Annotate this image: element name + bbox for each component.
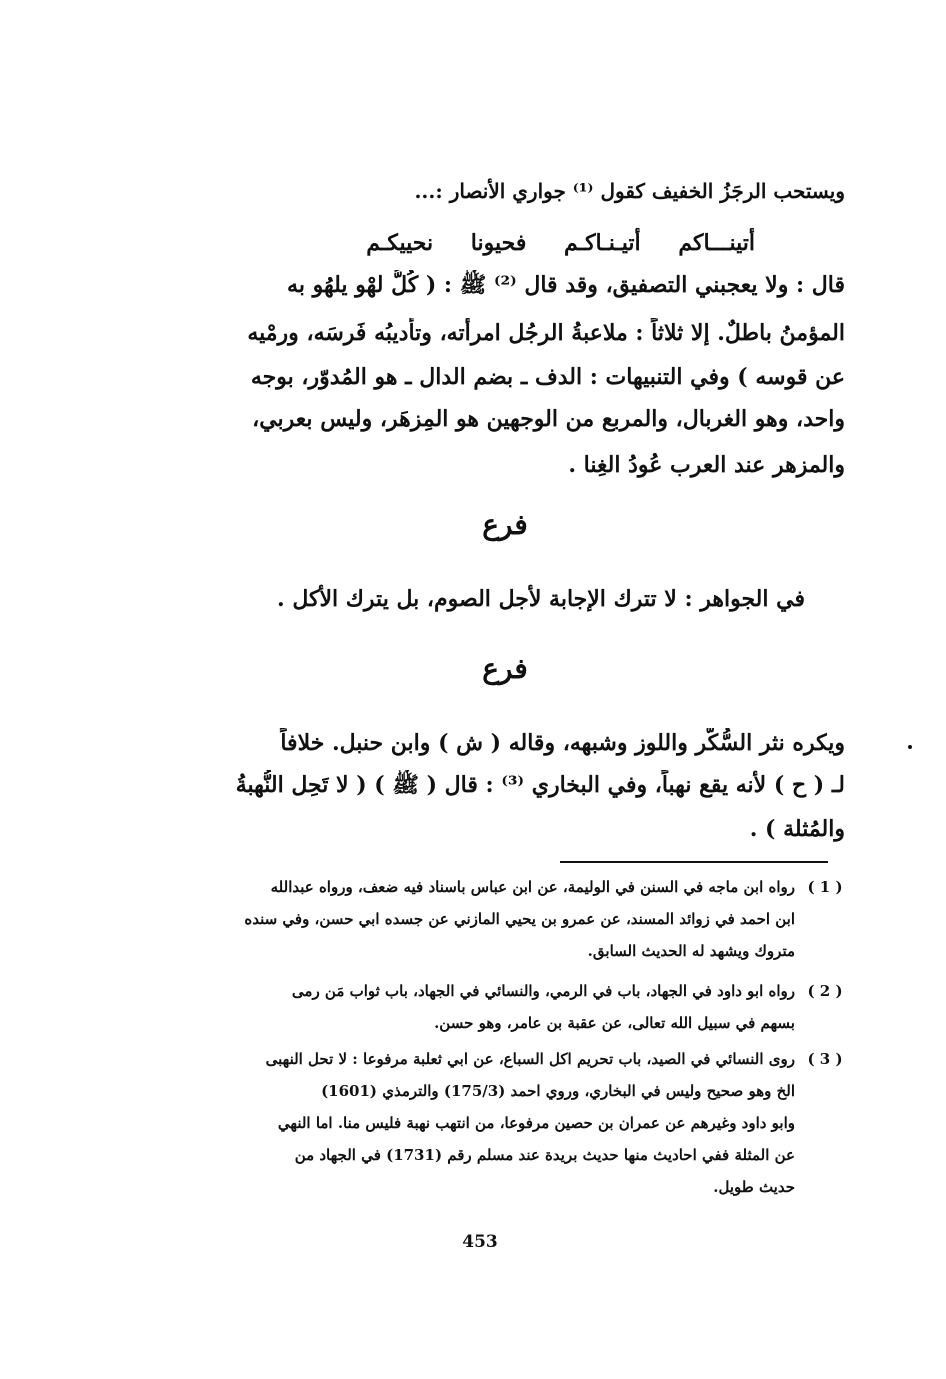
paragraph-line: والمُثلة ) . <box>749 816 845 842</box>
footnote-line: رواه ابو داود في الجهاد، باب في الرمي، والنسائي في الجهاد، باب ثواب مَن رمى <box>291 982 795 1000</box>
margin-dot <box>908 745 912 749</box>
paragraph-line: لـ ( ح ) لأنه يقع نهباً، وفي البخاري ⁽³⁾ : قال ( ﷺ ) ( لا تَحِل النُّهبةُ <box>235 772 845 798</box>
footnote-separator <box>560 861 828 863</box>
footnote-line: بسهم في سبيل الله تعالى، عن عقبة بن عامر، وهو حسن. <box>434 1014 795 1032</box>
page-number: 453 <box>462 1232 498 1252</box>
paragraph-line: والمزهر عند العرب عُودُ الغِنا . <box>568 452 845 478</box>
section-heading: فرع <box>482 508 528 541</box>
paragraph-line: المؤمنُ باطلٌ. إلا ثلاثاً : ملاعبةُ الرجُل امرأته، وتأديبُه فَرسَه، ورمْيه <box>247 320 845 346</box>
footnote-line: متروك ويشهد له الحديث السابق. <box>587 942 795 960</box>
footnote-line: رواه ابن ماجه في السنن في الوليمة، عن ابن عباس باسناد فيه ضعف، ورواه عبدالله <box>270 878 795 896</box>
paragraph-line: واحد، وهو الغربال، والمربع من الوجهين هو المِزهَر، وليس بعربي، <box>252 406 845 432</box>
section-heading: فرع <box>482 652 528 685</box>
poetry-verse: أتينـــاكم أتيـنـاكـم فحيونا نحييكـم <box>366 230 755 256</box>
footnote-line: روى النسائي في الصيد، باب تحريم اكل السباع، عن ابي ثعلبة مرفوعا : لا تحل النهبى <box>265 1050 795 1068</box>
footnote-number: ( 3 ) <box>807 1050 843 1068</box>
footnote-number: ( 2 ) <box>807 982 843 1000</box>
intro-line: ويستحب الرجَزُ الخفيف كقول ⁽¹⁾ جواري الأنصار :... <box>414 179 845 203</box>
jawahir-line: في الجواهر : لا تترك الإجابة لأجل الصوم، بل يترك الأكل . <box>277 586 805 612</box>
paragraph-line: ويكره نثر السُّكّر واللوز وشبهه، وقاله ( ش ) وابن حنبل. خلافاً <box>280 730 845 756</box>
footnote-line: حديث طويل. <box>713 1178 795 1196</box>
footnote-line: وابو داود وغيرهم عن عمران بن حصين مرفوعا، من انتهب نهبة فليس منا. اما النهي <box>277 1114 795 1132</box>
footnote-line: الخ وهو صحيح وليس في البخاري، وروي احمد (175/3) والترمذي (1601) <box>321 1082 795 1100</box>
paragraph-line: عن قوسه ) وفي التنبيهات : الدف ـ بضم الدال ـ هو المُدوّر، بوجه <box>250 364 845 390</box>
paragraph-line: قال : ولا يعجبني التصفيق، وقد قال ⁽²⁾ ﷺ : ( كُلُّ لهْو يلهُو به <box>287 272 845 298</box>
footnote-line: عن المثلة ففي احاديث منها حديث بريدة عند مسلم رقم (1731) في الجهاد من <box>294 1146 795 1164</box>
footnote-line: ابن احمد في زوائد المسند، عن عمرو بن يحيي المازني عن جسده ابي حسن، وفي سنده <box>244 910 795 928</box>
footnote-number: ( 1 ) <box>807 878 843 896</box>
